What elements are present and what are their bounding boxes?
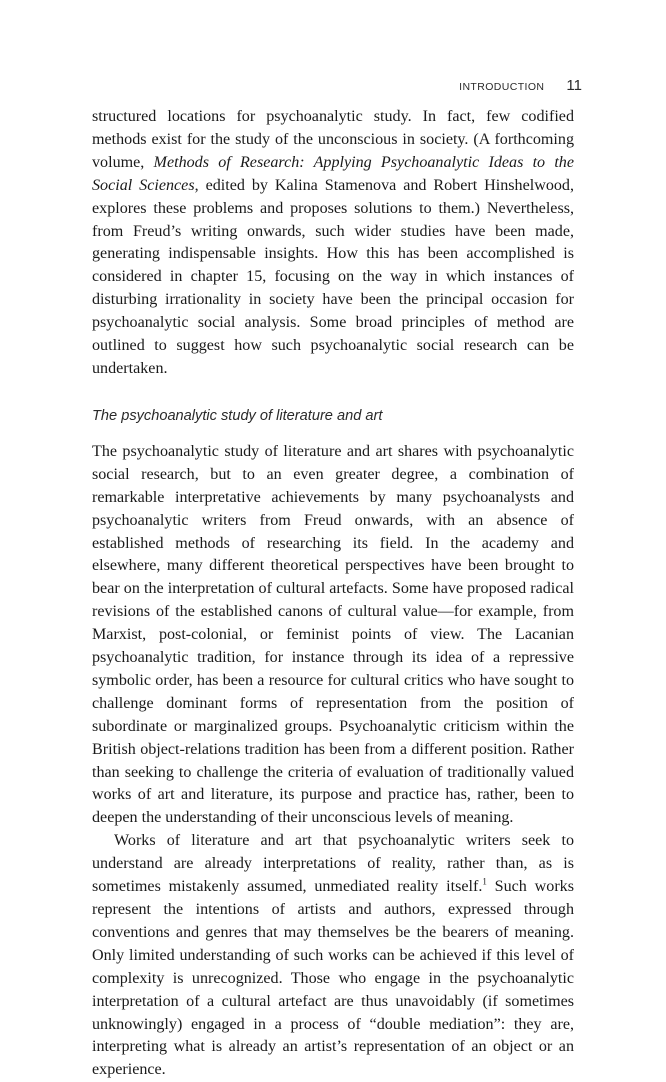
paragraph-text: structured locations for psychoanalytic study. In fact, few codified methods exist for the study of the unconscious in society. (A forthcoming volume, xyxy=(92,108,574,171)
body-text xyxy=(92,106,574,1082)
paragraph-continuation xyxy=(92,106,574,381)
paragraph-text: Works of literature and art that psychoanalytic writers seek to understand are already interpretations of reality, rather than, as is sometimes mistakenly assumed, unmediated reality itself. xyxy=(92,832,574,896)
paragraph-text: , edited by Kalina Stamenova and Robert Hinshelwood, explores these problems and proposes solutions to them.) Nevertheless, from Freud’s writing onwards, such wider studies have been made, generating indispensable insights. How this has been accomplished is considered in chapter 15, focusing on the way in which instances of disturbing irrationality in society have been the principal occasion for psychoanalytic social analysis. Some broad principles of method are outlined to suggest how such psychoanalytic social research can be undertaken. xyxy=(92,176,575,377)
paragraph xyxy=(92,830,574,1082)
section-heading: The psychoanalytic study of literature and art xyxy=(92,407,383,424)
running-header xyxy=(459,77,582,94)
page-number: 11 xyxy=(566,77,582,94)
footnote-marker[interactable]: 1 xyxy=(482,876,487,887)
book-title: Methods of Research: Applying Psychoanalytic Ideas to the Social Sciences xyxy=(92,153,574,194)
paragraph: The psychoanalytic study of literature and art shares with psychoanalytic social research, but to an even greater degree, a combination of remarkable interpretative achievements by many psychoanalysts and psychoanalytic writers from Freud onwards, with an absence of established methods of researching its field. In the academy and elsewhere, many different theoretical perspectives have been brought to bear on the interpretation of cultural artefacts. Some have proposed radical revisions of the established canons of cultural value—for example, from Marxist, post-colonial, or feminist points of view. The Lacanian psychoanalytic tradition, for instance through its idea of a repressive symbolic order, has been a resource for cultural critics who have sought to challenge dominant forms of representation from the position of subordinate or marginalized groups. Psychoanalytic criticism within the British object-relations tradition has been from a different position. Rather than seeking to challenge the criteria of evaluation of traditionally valued works of art and literature, its purpose and practice has, rather, been to deepen the understanding of their unconscious levels of meaning. xyxy=(92,442,574,827)
running-title: INTRODUCTION xyxy=(459,81,545,93)
paragraph-text: Such works represent the intentions of artists and authors, expressed through conventions and genres that may themselves be the bearers of meaning. Only limited understanding of such works can be achieved if this level of complexity is unrecognized. Those who engage in the psychoanalytic interpretation of a cultural artefact are thus unavoidably (if sometimes unknowingly) engaged in a process of “double mediation”: they are, interpreting what is already an artist’s representation of an object or an experience. xyxy=(92,878,574,1079)
